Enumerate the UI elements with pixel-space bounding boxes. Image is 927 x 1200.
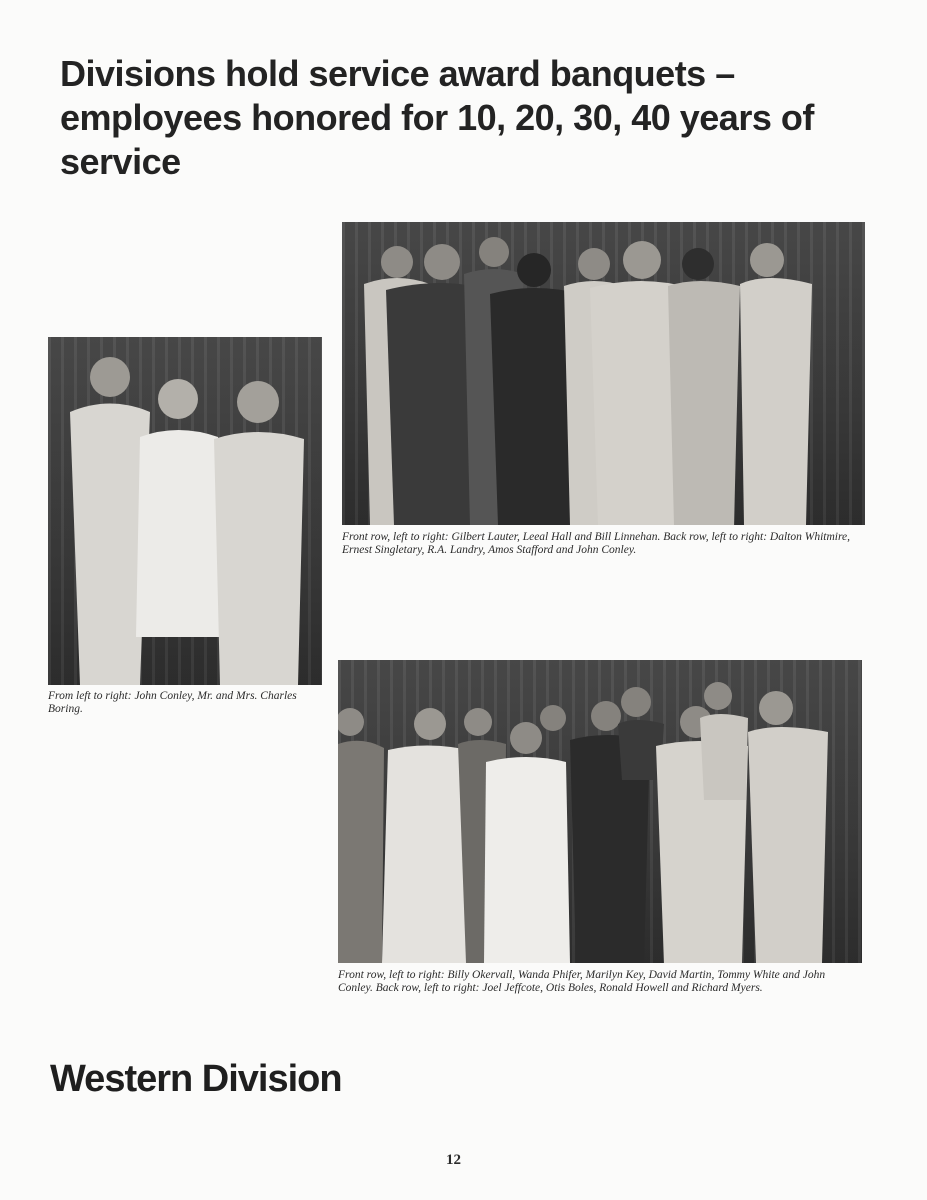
- photo-group-front-back-row-1: [342, 222, 865, 525]
- caption-bottom-right: Front row, left to right: Billy Okervall, Wanda Phifer, Marilyn Key, David Martin, Tommy White and John Conley. Back row, left to right: Joel Jeffcote, Otis Boles, Ronald Howell and Richard Myers.: [338, 969, 826, 994]
- headline: Divisions hold service award banquets – employees honored for 10, 20, 30, 40 years of service: [60, 53, 814, 182]
- photo-group-front-back-row-2: [338, 660, 862, 963]
- section-title: Western Division: [50, 1058, 342, 1100]
- caption-left: From left to right: John Conley, Mr. and Mrs. Charles Boring.: [48, 690, 297, 715]
- photo-conley-boring: [48, 337, 322, 685]
- caption-top-right: Front row, left to right: Gilbert Lauter, Leeal Hall and Bill Linnehan. Back row, left to right: Dalton Whitmire, Ernest Singletary, R.A. Landry, Amos Stafford and John Conley.: [342, 531, 850, 556]
- page-number: 12: [446, 1152, 461, 1168]
